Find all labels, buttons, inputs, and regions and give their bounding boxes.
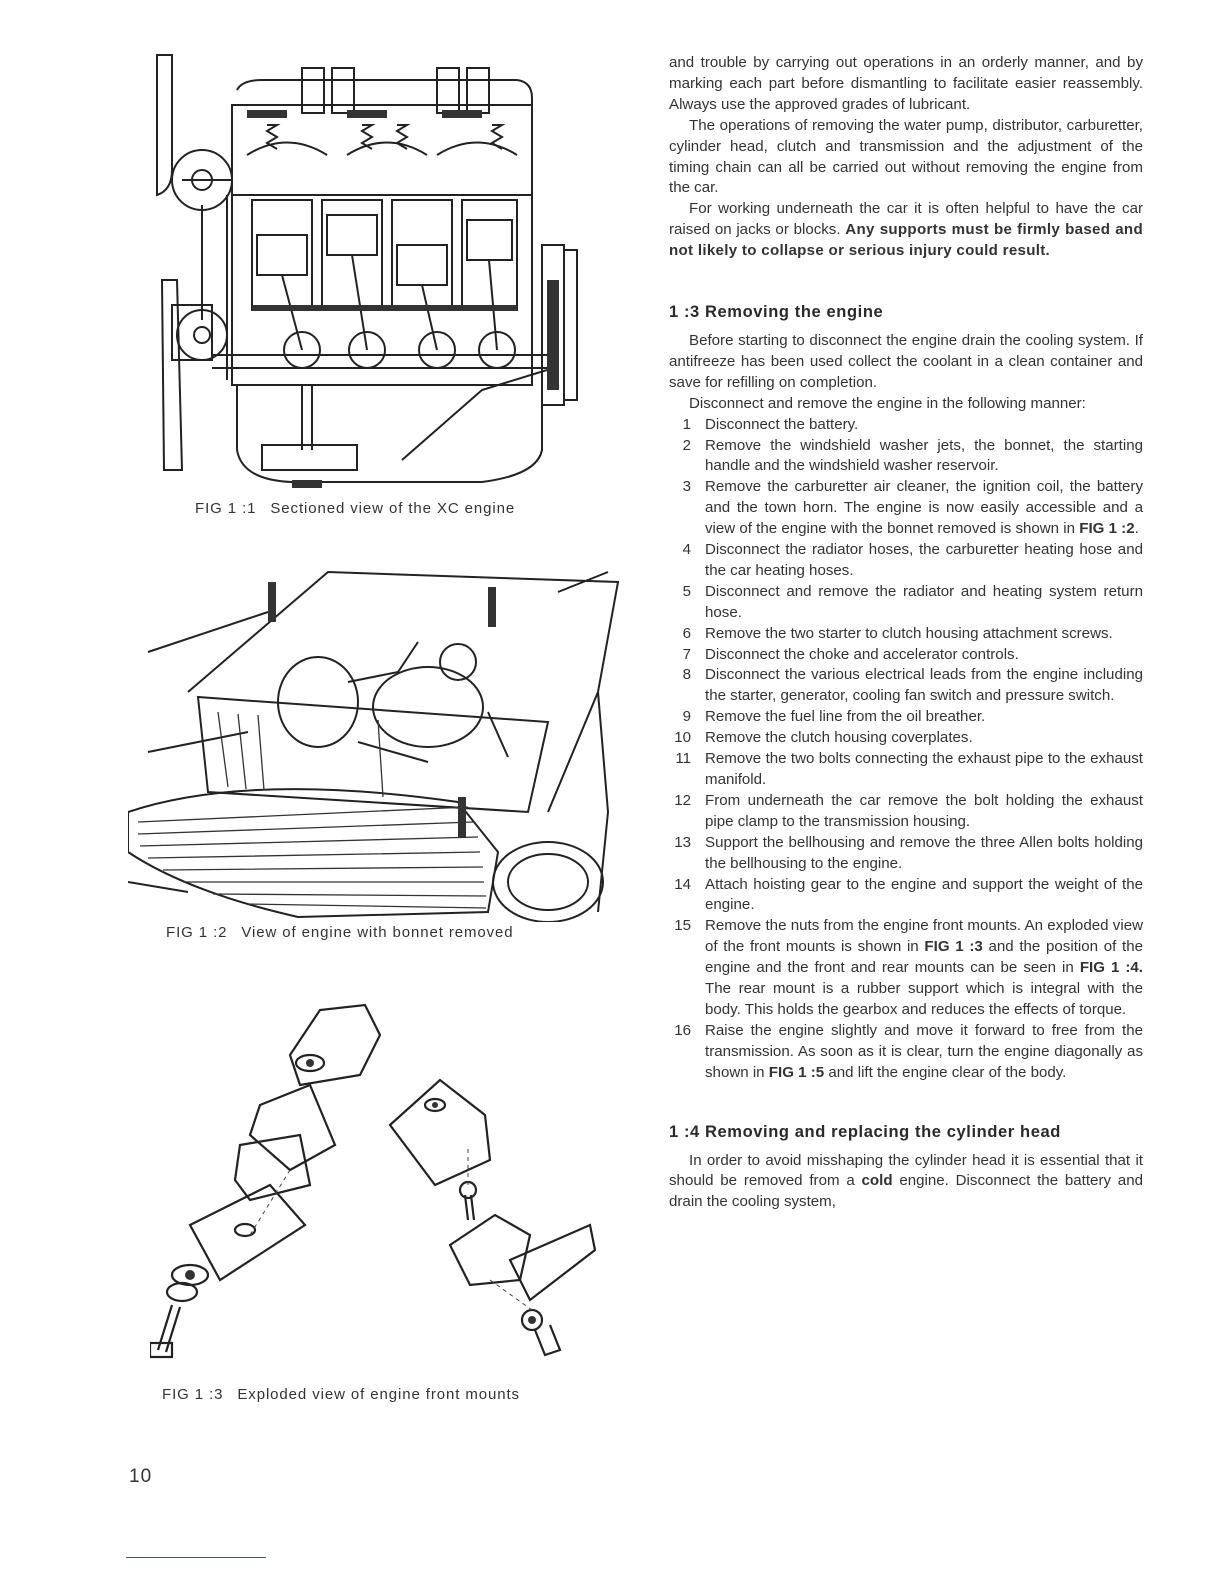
step-text: Disconnect the various electrical leads from the engine including the starter, generator, cooling fan switch and pressure switch. xyxy=(705,666,1143,705)
figure-reference: FIG 1 :2 xyxy=(1079,520,1135,538)
front-mounts-illustration xyxy=(150,995,600,1373)
step-text-end: . xyxy=(1134,520,1139,538)
step-text-middle: and the position of the engine and the front and rear mounts can be seen in xyxy=(705,938,1143,977)
step-number: 4 xyxy=(682,541,691,559)
step-text: Attach hoisting gear to the engine and support the weight of the engine. xyxy=(705,875,1143,914)
step-text: Disconnect the battery. xyxy=(705,415,859,433)
emphasis-cold: cold xyxy=(861,1172,893,1190)
step-text: Disconnect the radiator hoses, the carburetter heating hose and the car heating hoses. xyxy=(705,541,1143,579)
step-number: 16 xyxy=(674,1021,691,1039)
figure-reference: FIG 1 :4. xyxy=(1079,959,1143,977)
safety-warning: Any supports must be firmly based and not likely to collapse or serious injury could result. xyxy=(669,221,1143,260)
text-column xyxy=(669,53,1143,1213)
section-1-4-text: In order to avoid misshaping the cylinder head it is essential that it should be removed from a xyxy=(669,1151,1143,1190)
step-number: 15 xyxy=(674,917,691,935)
caption-fig-1-2 xyxy=(166,924,514,941)
step-text: Remove the clutch housing coverplates. xyxy=(705,729,973,747)
figure-label: FIG 1 :2 xyxy=(166,924,228,941)
step-text: Remove the windshield washer jets, the bonnet, the starting handle and the windshield washer reservoir. xyxy=(705,436,1143,475)
step-number: 6 xyxy=(682,624,691,642)
figure-front-mounts xyxy=(150,995,600,1373)
list-item xyxy=(669,436,1143,478)
step-number: 13 xyxy=(674,833,691,851)
list-item xyxy=(669,749,1143,791)
intro-paragraph-3-text: For working underneath the car it is often helpful to have the car raised on jacks or blocks. xyxy=(669,200,1143,239)
step-text-container xyxy=(705,1021,1143,1084)
section-1-3-paragraph-2: Disconnect and remove the engine in the following manner: xyxy=(689,394,1086,412)
step-text: Raise the engine slightly and move it forward to free from the transmission. As soon as it is clear, turn the engine diagonally as shown in xyxy=(705,1021,1143,1081)
section-heading-1-4: 1 :4 Removing and replacing the cylinder head xyxy=(669,1122,1061,1141)
list-item xyxy=(669,415,1143,436)
step-text: Remove the two bolts connecting the exhaust pipe to the exhaust manifold. xyxy=(705,750,1143,788)
step-number: 12 xyxy=(674,791,691,809)
list-item xyxy=(669,707,1143,728)
step-text-container xyxy=(705,477,1143,540)
list-item xyxy=(669,833,1143,875)
engine-section-illustration xyxy=(152,50,584,490)
step-number: 1 xyxy=(682,415,691,433)
section-1-4-paragraph-1 xyxy=(669,1151,1143,1214)
step-number: 8 xyxy=(682,666,691,684)
list-item xyxy=(669,582,1143,624)
list-item xyxy=(669,728,1143,749)
step-number: 3 xyxy=(682,478,691,496)
engine-bay-illustration xyxy=(128,552,620,922)
step-text: Remove the nuts from the engine front mounts. An exploded view of the front mounts is shown in xyxy=(705,917,1143,956)
step-text: Remove the two starter to clutch housing attachment screws. xyxy=(705,624,1113,642)
caption-fig-1-3 xyxy=(162,1386,520,1403)
step-text: Support the bellhousing and remove the three Allen bolts holding the bellhousing to the engine. xyxy=(705,833,1143,872)
list-item xyxy=(669,791,1143,833)
step-number: 5 xyxy=(682,582,691,600)
figure-engine-bay xyxy=(128,552,620,922)
figure-sectioned-engine xyxy=(152,50,584,490)
intro-paragraph-3 xyxy=(669,199,1143,262)
figure-reference: FIG 1 :5 xyxy=(768,1063,825,1081)
step-number: 9 xyxy=(682,708,691,726)
intro-paragraph-2: The operations of removing the water pump, distributor, carburetter, cylinder head, clutch and transmission and the adjustment of the timing chain can all be carried out without removing the engine from the car. xyxy=(669,116,1143,197)
page-number: 10 xyxy=(129,1466,153,1487)
section-heading-1-3: 1 :3 Removing the engine xyxy=(669,303,884,322)
step-text-container xyxy=(705,916,1143,1021)
figure-caption: Sectioned view of the XC engine xyxy=(270,500,516,517)
removal-steps-list xyxy=(669,415,1143,1084)
figure-caption: View of engine with bonnet removed xyxy=(241,924,514,941)
step-text: Disconnect the choke and accelerator controls. xyxy=(705,645,1019,663)
list-item xyxy=(669,916,1143,1021)
step-text-end: The rear mount is a rubber support which is integral with the body. This holds the gearbox and reduces the effects of torque. xyxy=(705,980,1143,1018)
list-item xyxy=(669,665,1143,707)
figure-caption: Exploded view of engine front mounts xyxy=(237,1386,520,1403)
list-item xyxy=(669,1021,1143,1084)
list-item xyxy=(669,645,1143,666)
figure-reference: FIG 1 :3 xyxy=(924,938,983,956)
step-number: 7 xyxy=(682,645,691,663)
step-number: 10 xyxy=(674,729,691,747)
step-text: Disconnect and remove the radiator and heating system return hose. xyxy=(705,582,1143,621)
step-text: Remove the fuel line from the oil breather. xyxy=(705,708,986,726)
list-item xyxy=(669,624,1143,645)
step-text-end: and lift the engine clear of the body. xyxy=(828,1063,1067,1081)
figure-label: FIG 1 :1 xyxy=(195,500,257,517)
step-number: 14 xyxy=(674,875,691,893)
figure-label: FIG 1 :3 xyxy=(162,1386,224,1403)
step-text: From underneath the car remove the bolt holding the exhaust pipe clamp to the transmission housing. xyxy=(705,791,1143,830)
footer-rule xyxy=(126,1557,266,1558)
step-number: 2 xyxy=(682,436,691,454)
list-item xyxy=(669,477,1143,540)
section-1-3-paragraph-1: Before starting to disconnect the engine drain the cooling system. If antifreeze has been used collect the coolant in a clean container and save for refilling on completion. xyxy=(669,331,1143,391)
step-number: 11 xyxy=(675,750,691,768)
step-text: Remove the carburetter air cleaner, the ignition coil, the battery and the town horn. The engine is now easily accessible and a view of the engine with the bonnet removed is shown in xyxy=(705,478,1143,538)
caption-fig-1-1 xyxy=(195,500,515,517)
intro-paragraph-1: and trouble by carrying out operations in an orderly manner, and by marking each part before dismantling to facilitate easier reassembly. Always use the approved grades of lubricant. xyxy=(669,54,1143,113)
list-item xyxy=(669,875,1143,917)
section-1-4-text-end: engine. Disconnect the battery and drain the cooling system, xyxy=(669,1172,1143,1211)
list-item xyxy=(669,540,1143,582)
